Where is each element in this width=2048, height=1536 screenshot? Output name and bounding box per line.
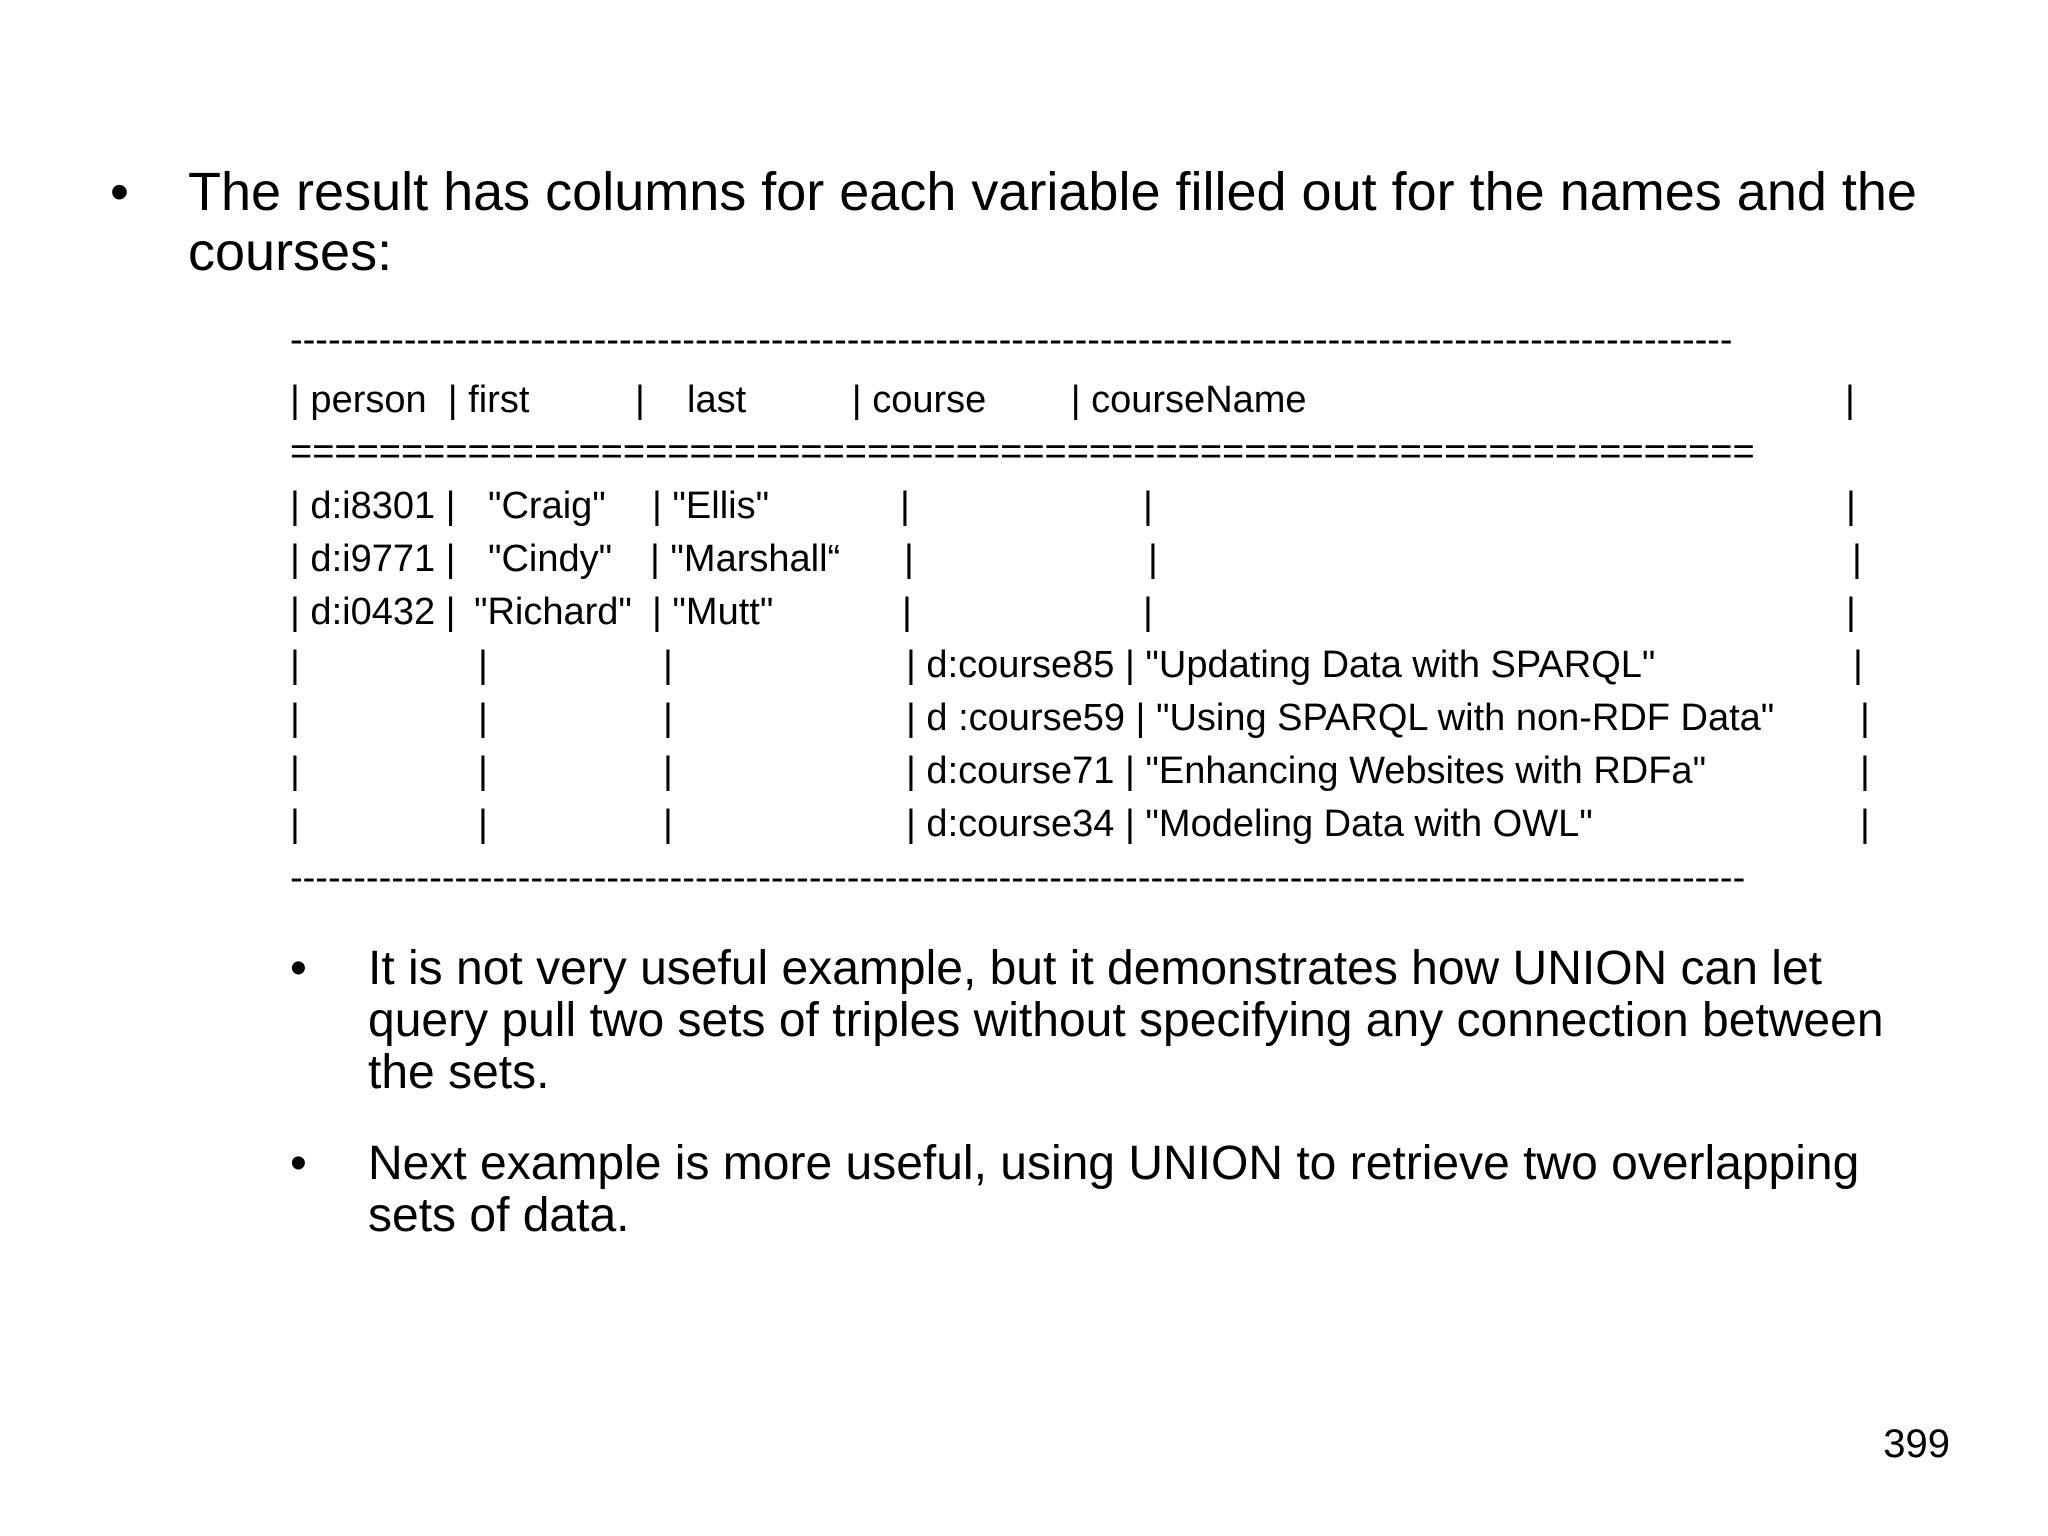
table-cell-separator: |: [290, 750, 300, 792]
table-header-line: | person | first | last | course | courseName |: [290, 379, 1855, 421]
table-cell-end: |: [1860, 697, 1870, 739]
table-cell-end: |: [1853, 644, 1863, 686]
page-number: 399: [1883, 1422, 1950, 1466]
table-cell-separator: |: [1143, 485, 1153, 527]
table-cell-person: | d:i8301 |: [290, 485, 456, 527]
table-cell-course: | d :course59 | "Using SPARQL with non-RDF Data": [906, 697, 1775, 739]
table-cell-separator: |: [290, 803, 300, 845]
sub-bullet-marker: •: [290, 1137, 307, 1190]
sub-bullet-text: It is not very useful example, but it demonstrates how UNION can let query pull two sets of triples without specifying any connection between the sets.: [368, 942, 1884, 1099]
table-cell-separator: |: [663, 803, 673, 845]
table-cell-last: | "Marshall“: [650, 538, 841, 580]
table-cell-person: | d:i0432 |: [290, 591, 456, 633]
table-cell-first: "Richard": [474, 591, 632, 633]
table-cell-separator: |: [478, 803, 488, 845]
table-cell-separator: |: [478, 644, 488, 686]
table-cell-separator: |: [1143, 591, 1153, 633]
table-cell-course: | d:course71 | "Enhancing Websites with RDFa": [906, 750, 1707, 792]
table-cell-separator: |: [902, 591, 912, 633]
table-cell-end: |: [1852, 538, 1862, 580]
main-bullet-marker: •: [110, 162, 129, 222]
table-cell-separator: |: [290, 644, 300, 686]
table-cell-separator: |: [290, 697, 300, 739]
main-bullet-text: The result has columns for each variable filled out for the names and the courses:: [188, 162, 1917, 282]
table-cell-end: |: [1860, 803, 1870, 845]
table-cell-separator: |: [663, 644, 673, 686]
table-cell-separator: |: [478, 697, 488, 739]
table-cell-first: "Cindy": [488, 538, 613, 580]
table-cell-end: |: [1860, 750, 1870, 792]
table-cell-last: | "Mutt": [652, 591, 774, 633]
table-cell-person: | d:i9771 |: [290, 538, 456, 580]
sub-bullet-text: Next example is more useful, using UNION to retrieve two overlapping sets of data.: [368, 1137, 1860, 1242]
table-cell-course: | d:course85 | "Updating Data with SPARQL": [906, 644, 1656, 686]
table-cell-separator: |: [663, 750, 673, 792]
table-cell-course: | d:course34 | "Modeling Data with OWL": [906, 803, 1593, 845]
table-cell-separator: |: [478, 750, 488, 792]
table-bottom-rule: -------------------------------------------------------------------------------------------------------------------: [290, 857, 1746, 899]
table-cell-last: | "Ellis": [652, 485, 770, 527]
table-cell-separator: |: [900, 485, 910, 527]
table-cell-end: |: [1846, 591, 1856, 633]
table-double-rule: ==================================================================: [290, 431, 1755, 473]
sub-bullet-marker: •: [290, 942, 307, 995]
table-top-rule: ------------------------------------------------------------------------------------------------------------------: [290, 319, 1733, 361]
table-cell-separator: |: [663, 697, 673, 739]
table-cell-end: |: [1846, 485, 1856, 527]
table-cell-first: "Craig": [488, 485, 606, 527]
table-cell-separator: |: [904, 538, 914, 580]
table-cell-separator: |: [1148, 538, 1158, 580]
